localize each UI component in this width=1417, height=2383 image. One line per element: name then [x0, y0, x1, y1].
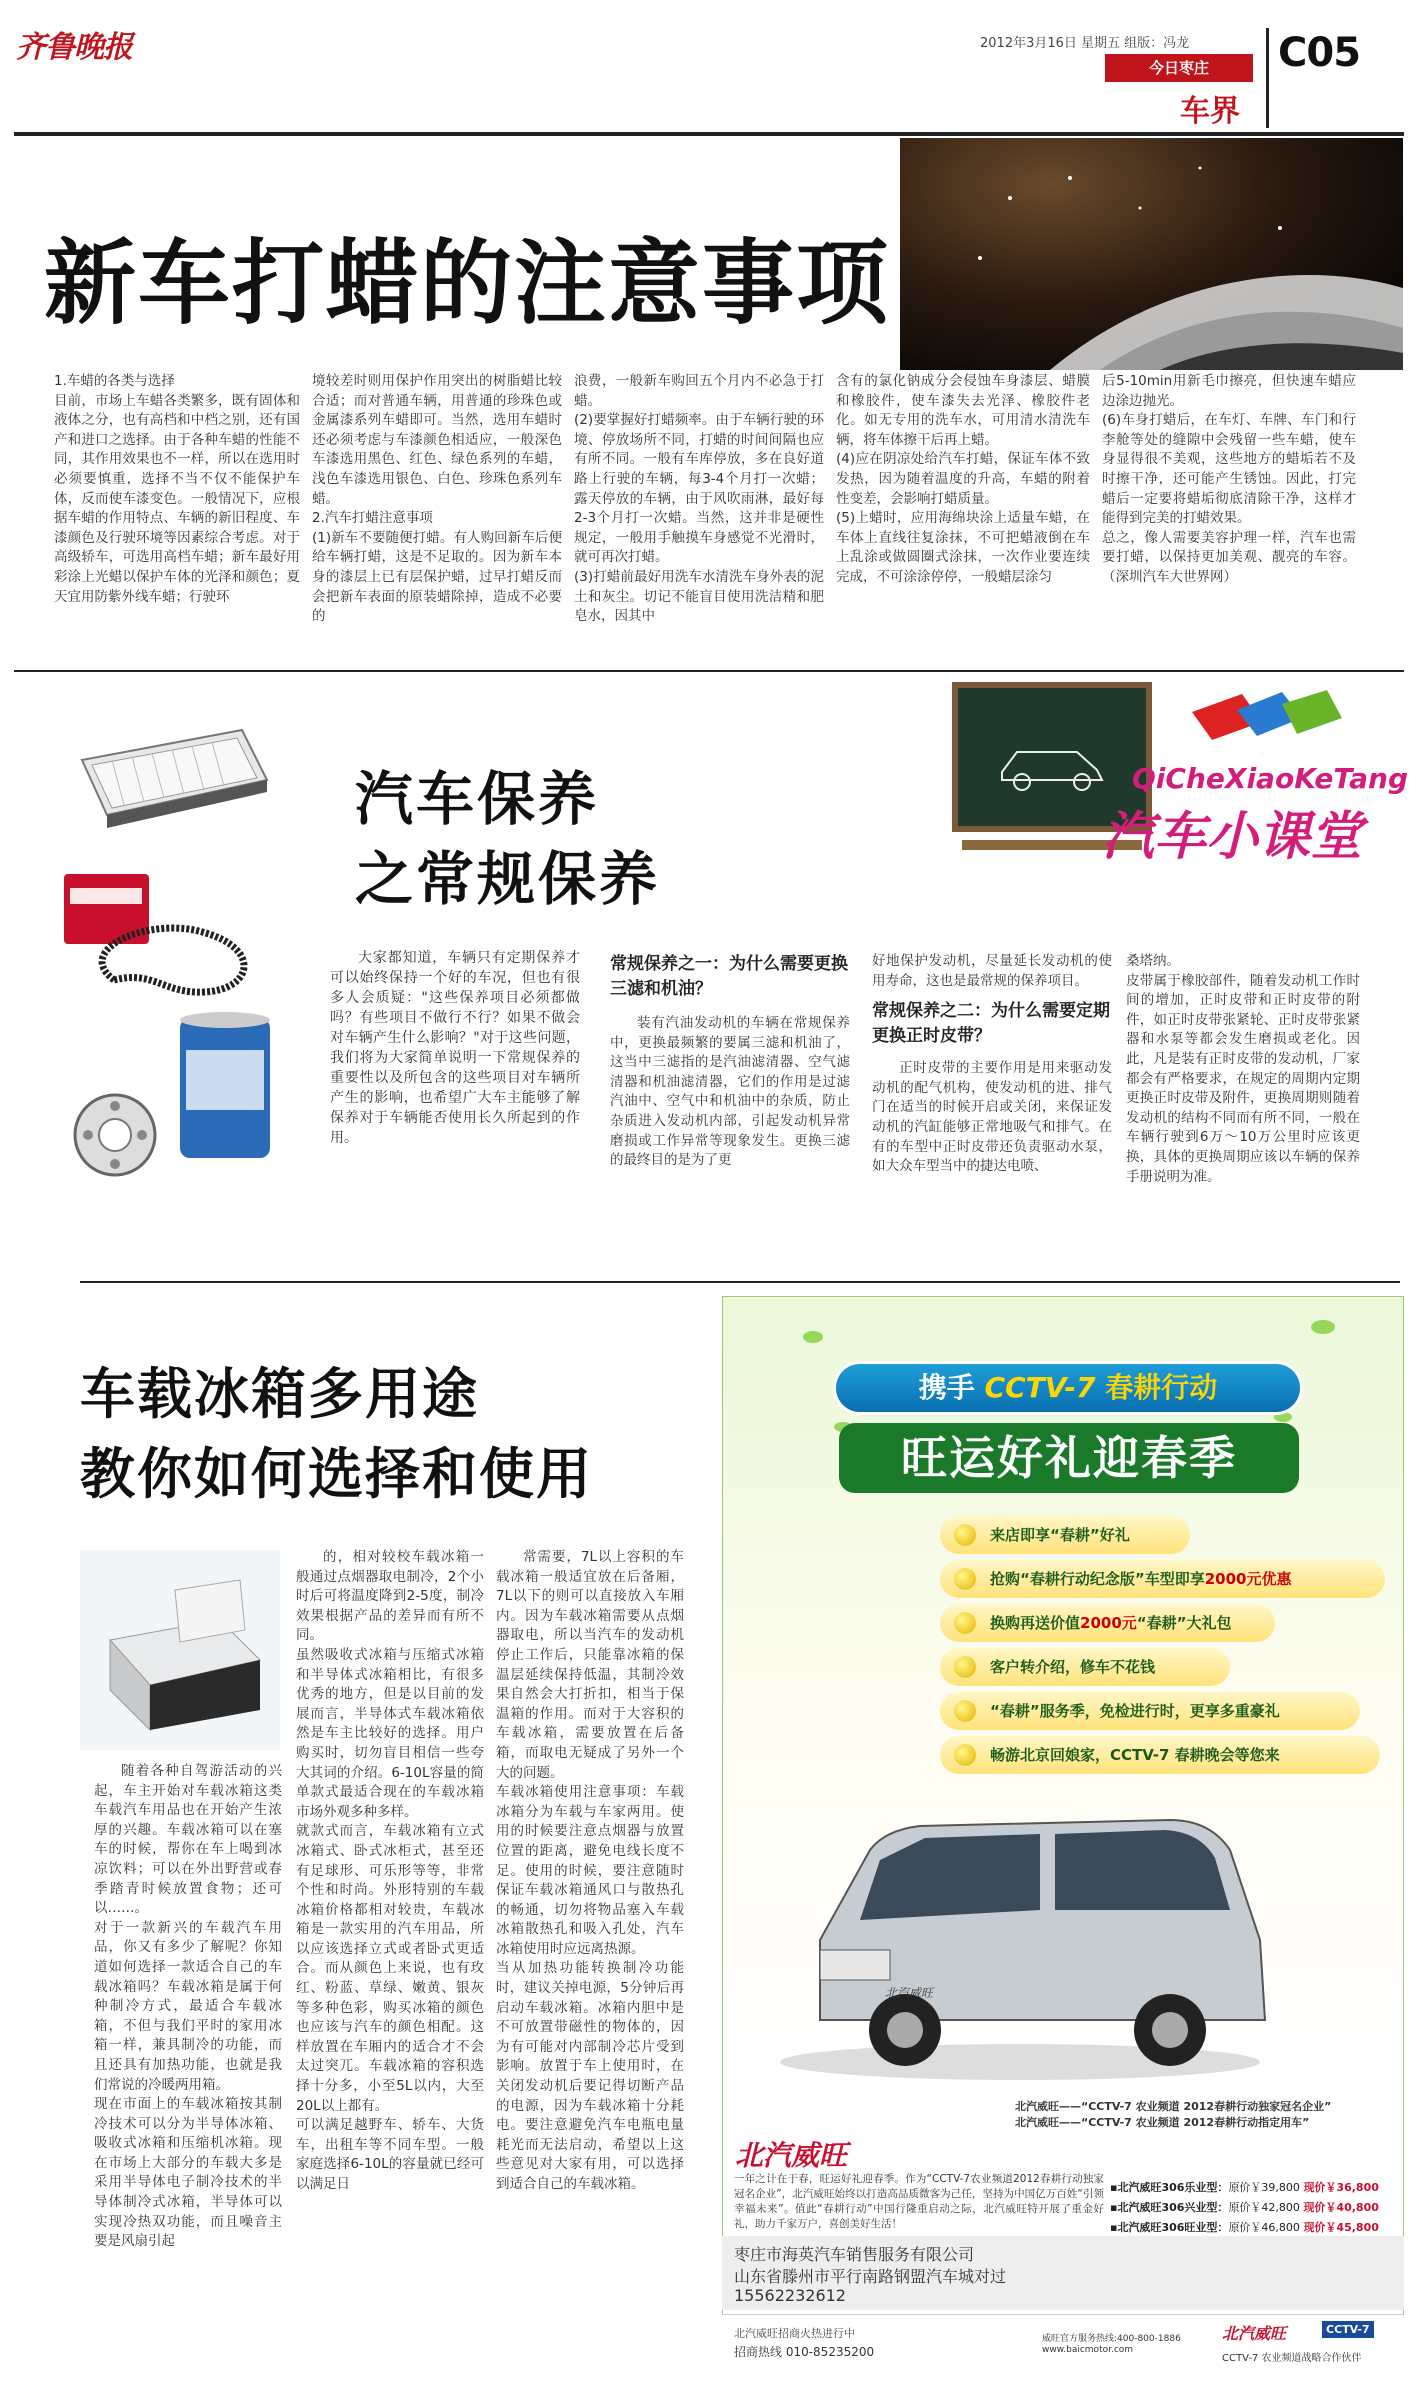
coin-icon — [954, 1656, 976, 1678]
ad-strip-4-text: 客户转介绍，修车不花钱 — [990, 1658, 1156, 1676]
footer-partner: CCTV-7 农业频道战略合作伙伴 — [1222, 2353, 1362, 2364]
footer-service-hotline: 威旺官方服务热线:400-800-1886 — [1042, 2334, 1181, 2344]
article2-rule — [80, 1281, 1400, 1283]
article2-q1: 常规保养之一：为什么需要更换三滤和机油？ — [610, 954, 848, 999]
ad-top-pre: 携手 — [918, 1371, 975, 1404]
article1-col-2: 境较差时则用保护作用突出的树脂蜡比较合适；而对普通车辆，用普通的珍珠色或金属漆系列车蜡即可。当然，选用车蜡时还必须考虑与车漆颜色相适应，一般深色车漆选用黑色、红色、绿色系列的车蜡，浅色车漆选用银色、白色、珍珠色系列车蜡。 2.汽车打蜡注意事项 (1)新车不要随便打蜡。有人购回新车后便给车辆打蜡，这是不足取的。因为新车本身的漆层上已有层保护蜡，过早打蜡反而会把新车表面的原装蜡除掉，造成不必要的 — [312, 373, 562, 625]
ad-strip-1-text: 来店即享“春耕”好礼 — [990, 1526, 1130, 1544]
article2-a1-cont: 好地保护发动机，尽量延长发动机的使用寿命，这也是最常规的保养项目。 — [872, 953, 1112, 989]
ad-price-orig: 原价￥42,800 — [1228, 2201, 1300, 2214]
coin-icon — [954, 1524, 976, 1546]
ad-dealer-box — [722, 2236, 1404, 2310]
article2-intro: 大家都知道，车辆只有定期保养才可以始终保持一个好的车况，但也有很多人会质疑："这些保养项目必须都做吗？有些项目不做行不行？如果不做会对车辆产生什么影响？"对于这些问题，我们将为大家简单说明一下常规保养的重要性以及所包含的这些项目对车辆所产生的影响，也希望广大车主能够了解保养对于车辆能否使用长久所起到的作用。 — [330, 950, 580, 1146]
article2-col-4: 桑塔纳。 皮带属于橡胶部件，随着发动机工作时间的增加，正时皮带和正时皮带的附件，如正时皮带张紧轮、正时皮带张紧器和水泵等都会发生磨损或老化。因此，凡是装有正时皮带的发动机，厂家都会有严格要求，在规定的周期内定期更换正时皮带及附件，更换周期则随着发动机的结构不同而有所不同，一般在车辆行驶到6万～10万公里时应该更换，具体的更换周期应该以车辆的保养手册说明为准。 — [1126, 953, 1360, 1185]
ad-top-post: 春耕行动 — [1105, 1371, 1218, 1404]
article2-title-line1: 汽车保养 — [355, 765, 600, 833]
article1-col-4: 含有的氯化钠成分会侵蚀车身漆层、蜡膜和橡胶件，使车漆失去光泽、橡胶件老化。如无专用的洗车水，可用清水清洗车辆，将车体擦干后再上蜡。 (4)应在阴凉处给汽车打蜡，保证车体不致发热，因为随着温度的升高，车蜡的附着性变差，会影响打蜡质量。 (5)上蜡时，应用海绵块涂上适量车蜡，在车体上直线往复涂抹，不可把蜡液倒在车上乱涂或做圆圈式涂抹，一次作业要连续完成，不可涂涂停停，一般蜡层涂匀 — [836, 373, 1090, 585]
books-icon — [1182, 682, 1342, 752]
dealer-phone: 15562232612 — [734, 2286, 846, 2305]
ad-brand-logo: 北汽威旺 — [735, 2139, 848, 2172]
ad-price-now: 现价￥36,800 — [1303, 2181, 1379, 2194]
ad-strip-2 — [940, 1560, 1385, 1598]
article2-a1: 装有汽油发动机的车辆在常规保养中，更换最频繁的要属三滤和机油了，这当中三滤指的是汽油滤清器、空气滤清器和机油滤清器，它们的作用是过滤汽油中、空气中和机油中的杂质，防止杂质进入发动机内部，引起发动机异常磨损或工作异常等现象发生。更换三滤的最终目的是为了更 — [610, 1015, 850, 1169]
classroom-logo-cn: 汽车小课堂 — [1102, 807, 1363, 867]
article3-col-2: 的，相对较校车载冰箱一般通过点烟器取电制冷，2个小时后可将温度降到2-5度，制冷效果根据产品的差异而有所不同。 虽然吸收式冰箱与压缩式冰箱和半导体式冰箱相比，有很多优秀的地方，但是以目前的发展而言，半导体式车载冰箱依然是车主比较好的选择。用户购买时，切勿盲目相信一些夸大其词的介绍。6-10L容量的简单款式最适合现在的车载冰箱市场外观多种多样。 就款式而言，车载冰箱有立式冰箱式、卧式冰柜式，甚至还有足球形、可乐形等等，非常个性和时尚。外形特别的车载冰箱价格都相对较贵，车载冰箱是一款实用的汽车用品，所以应该选择立式或者卧式更适合。而从颜色上来说，也有玫红、粉蓝、草绿、嫩黄、银灰等多种色彩，购买冰箱的颜色也应该与汽车的颜色相配。这样放置在车厢内的适合才不会太过突兀。车载冰箱的容积选择十分多，小至5L以内，大至20L以上都有。 可以满足越野车、轿车、大货车，出租车等不同车型。一般家庭选择6-10L的容量就已经可以满足日 — [296, 1549, 484, 2192]
hotline-number: 招商热线 010-85235200 — [734, 2345, 875, 2359]
ad-price-row: ▪北汽威旺306兴业型：原价￥42,800 现价￥40,800 — [1110, 2201, 1379, 2214]
ad-strip-1 — [940, 1516, 1190, 1554]
column-label: 车界 — [1180, 94, 1240, 129]
page-number: C05 — [1278, 30, 1361, 76]
oil-filter-image — [150, 1010, 290, 1170]
article3-col-3: 常需要，7L以上容积的车载冰箱一般适宜放在后备厢，7L以下的则可以直接放入车厢内。因为车载冰箱需要从点烟器取电，所以当汽车的发动机停止工作后，只能靠冰箱的保温层延续保持低温，其制冷效果自然会大打折扣，相当于保温箱的作用。而对于大容积的车载冰箱，需要放置在后备箱，而取电无疑成了另外一个大的问题。 车载冰箱使用注意事项：车载冰箱分为车载与车家两用。使用的时候要注意点烟器与放置位置的距离，避免电线长度不足。使用的时候，要注意随时保证车载冰箱通风口与散热孔的畅通，切勿将物品塞入车载冰箱散热孔和吸入孔处，汽车冰箱使用时应远离热源。 当从加热功能转换制冷功能时，建议关掉电源，5分钟后再启动车载冰箱。冰箱内胆中是不可放置带磁性的物体的，因为有可能对内部制冷芯片受到影响。放置于车上使用时，在关闭发动机后要记得切断产品的电源，因为车载冰箱十分耗电。要注意避免汽车电瓶电量耗光而无法启动，希望以上这些意见对大家有用，可以选择到适合自己的车载冰箱。 — [496, 1549, 684, 2192]
coin-icon — [954, 1612, 976, 1634]
ad-strip-3-em: 2000元 — [1080, 1614, 1137, 1632]
ad-price-row: ▪北汽威旺306旺业型：原价￥46,800 现价￥45,800 — [1110, 2221, 1379, 2234]
minivan-image — [760, 1790, 1280, 2090]
ad-top-cctv: CCTV-7 — [984, 1371, 1096, 1404]
car-plate: 北汽威旺 — [885, 1986, 934, 2000]
ad-strip-3 — [940, 1604, 1275, 1642]
ad-price-row: ▪北汽威旺306乐业型：原价￥39,800 现价￥36,800 — [1110, 2181, 1379, 2194]
article2-col-3 — [872, 952, 1112, 1292]
section-label: 今日枣庄 — [1105, 54, 1253, 82]
classroom-logo — [952, 682, 1408, 882]
footer-website: www.baicmotor.com — [1042, 2345, 1134, 2355]
article2-title-line2: 之常规保养 — [355, 845, 661, 913]
hotline-label: 北汽威旺招商火热进行中 — [734, 2327, 855, 2340]
article3-title-line2: 教你如何选择和使用 — [80, 1442, 594, 1506]
ad-strip-2-text: 抢购“春耕行动纪念版”车型即享 — [990, 1570, 1205, 1588]
article1-title: 新车打蜡的注意事项 — [44, 230, 891, 337]
ad-strip-3-tail: “春耕”大礼包 — [1136, 1614, 1232, 1632]
masthead-date: 2012年3月16日 星期五 组版：冯龙 — [980, 36, 1190, 51]
article1-hero-image — [900, 138, 1403, 370]
cctv7-badge: CCTV-7 — [1322, 2321, 1374, 2338]
ad-strip-4 — [940, 1648, 1230, 1686]
article2-q2: 常规保养之二：为什么需要定期更换正时皮带？ — [872, 1001, 1110, 1047]
article1-col-3: 浪费，一般新车购回五个月内不必急于打蜡。 (2)要掌握好打蜡频率。由于车辆行驶的环境、停放场所不同，打蜡的时间间隔也应有所不同。一般有车库停放，多在良好道路上行驶的车辆，每3-4个月打一次蜡；露天停放的车辆，由于风吹雨淋，最好每2-3个月打一次蜡。当然，这并非是硬性规定，一般用手触摸车身感觉不光滑时，就可再次打蜡。 (3)打蜡前最好用洗车水清洗车身外表的泥土和灰尘。切记不能盲目使用洗洁精和肥皂水，因其中 — [574, 373, 824, 625]
ad-award-2: 北汽威旺——“CCTV-7 农业频道 2012春耕行动指定用车” — [1015, 2116, 1310, 2129]
ad-strip-5-text: “春耕”服务季，免检进行时，更享多重豪礼 — [990, 1702, 1280, 1720]
ad-price-list — [1110, 2178, 1400, 2238]
ad-strip-6 — [940, 1736, 1380, 1774]
ad-price-model: 北汽威旺306旺业型： — [1117, 2221, 1229, 2234]
timing-belt-image — [54, 860, 274, 1000]
article2-col-2 — [610, 952, 850, 1292]
ad-top-banner — [833, 1361, 1303, 1415]
masthead-rule — [14, 132, 1404, 136]
oil-filter-cap-image — [70, 1090, 160, 1180]
article3-col-1: 随着各种自驾游活动的兴起，车主开始对车载冰箱这类车载汽车用品也在开始产生浓厚的兴趣。车载冰箱可以在塞车的时候，帮你在车上喝到冰凉饮料；可以在外出野营或春季踏青时候放置食物；还可以……。 对于一款新兴的车载汽车用品，你又有多少了解呢？你知道如何选择一款适合自己的车载冰箱吗？车载冰箱是属于何种制冷方式，最适合车载冰箱，不但与我们平时的家用冰箱一样，兼具制冷的功能，而且还具有加热功能，也就是我们常说的冷暖两用箱。 现在市面上的车载冰箱按其制冷技术可以分为半导体冰箱、吸收式冰箱和压缩机冰箱。现在市场上大部分的车载大多是采用半导体电子制冷技术的半导体制冷式冰箱，半导体可以实现冷热双功能，而且噪音主要是风扇引起 — [94, 1763, 282, 2250]
ad-footer — [722, 2314, 1404, 2370]
article1-rule — [14, 670, 1404, 672]
ad-price-model: 北汽威旺306乐业型： — [1117, 2181, 1229, 2194]
article1-col-1: 1.车蜡的各类与选择 目前，市场上车蜡各类繁多，既有固体和液体之分，也有高档和中档之别，还有国产和进口之选择。由于各种车蜡的性能不同，其作用效果也不一样，所以在选用时必须要慎重，选择不当不仅不能保护车体，反而使车漆变色。一般情况下，应根据车蜡的作用特点、车辆的新旧程度、车漆颜色及行驶环境等因素综合考虑。对于高级轿车，可选用高档车蜡；新车最好用彩涂上光蜡以保护车体的光泽和颜色；夏天宜用防紫外线车蜡；行驶环 — [54, 373, 300, 605]
ad-strip-6-text: 畅游北京回娘家，CCTV-7 春耕晚会等您来 — [990, 1746, 1280, 1764]
divider — [1266, 28, 1269, 128]
dealer-name: 枣庄市海英汽车销售服务有限公司 — [734, 2245, 975, 2264]
ad-price-model: 北汽威旺306兴业型： — [1117, 2201, 1229, 2214]
air-filter-image — [62, 720, 282, 850]
car-fridge-image — [80, 1550, 280, 1750]
ad-award-1: 北汽威旺——“CCTV-7 农业频道 2012春耕行动独家冠名企业” — [1015, 2100, 1332, 2113]
car-drawing-icon — [992, 732, 1112, 792]
footer-brand-logo: 北汽威旺 — [1222, 2324, 1287, 2343]
classroom-logo-en: QiCheXiaoKeTang — [1132, 762, 1408, 795]
ad-strip-3-text: 换购再送价值 — [990, 1614, 1081, 1632]
ad-price-orig: 原价￥39,800 — [1228, 2181, 1300, 2194]
ad-price-orig: 原价￥46,800 — [1228, 2221, 1300, 2234]
ad-description: 一年之计在于春，旺运好礼迎春季。作为“CCTV-7农业频道2012春耕行动独家冠名企业”，北汽威旺始终以打造高品质微客为己任，坚持为中国亿万百姓“引领幸福未来”。值此“春耕行动”中国行隆重启动之际，北汽威旺特开展了重金好礼，助力千家万户，喜创美好生活！ — [734, 2173, 1104, 2230]
article2-a2: 正时皮带的主要作用是用来驱动发动机的配气机构，使发动机的进、排气门在适当的时候开启或关闭，来保证发动机的汽缸能够正常地吸气和排气。在有的车型中正时皮带还负责驱动水泵，如大众车型当中的捷达电喷、 — [872, 1060, 1112, 1175]
coin-icon — [954, 1700, 976, 1722]
ad-strip-2-em: 2000元优惠 — [1204, 1570, 1292, 1588]
ad-headline: 旺运好礼迎春季 — [839, 1423, 1299, 1493]
article3-title-line1: 车载冰箱多用途 — [80, 1362, 480, 1426]
ad-price-now: 现价￥40,800 — [1303, 2201, 1379, 2214]
article1-col-5: 后5-10min用新毛巾擦亮，但快速车蜡应边涂边抛光。 (6)车身打蜡后，在车灯、车牌、车门和行李舱等处的缝隙中会残留一些车蜡，使车身显得很不美观，这些地方的蜡垢若不及时擦干净，还可能产生锈蚀。因此，打完蜡后一定要将蜡垢彻底清除干净，这样才能得到完美的打蜡效果。 总之，像人需要美容护理一样，汽车也需要打蜡，以保持更加美观、靓亮的车容。（深圳汽车大世界网） — [1102, 373, 1356, 585]
masthead-logo: 齐鲁晚报 — [16, 30, 132, 65]
ad-strip-5 — [940, 1692, 1360, 1730]
dealer-address: 山东省滕州市平行南路钢盟汽车城对过 — [734, 2267, 1007, 2286]
coin-icon — [954, 1744, 976, 1766]
ad-price-now: 现价￥45,800 — [1303, 2221, 1379, 2234]
coin-icon — [954, 1568, 976, 1590]
